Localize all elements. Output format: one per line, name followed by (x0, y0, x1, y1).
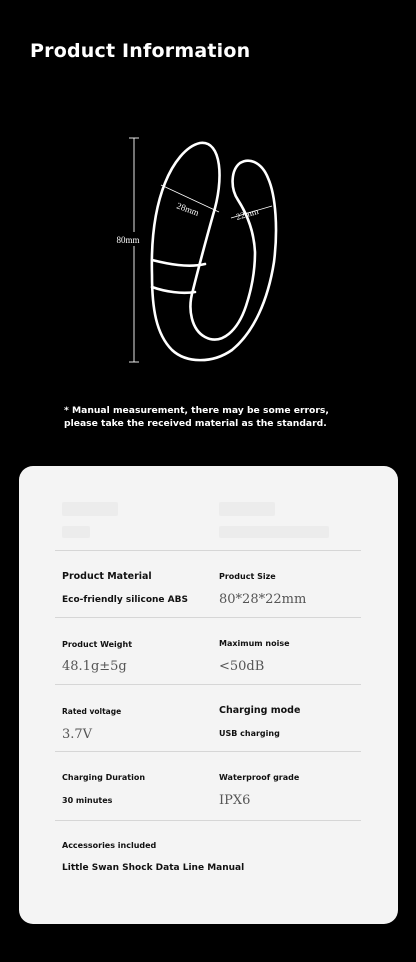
spec-value-material: Eco-friendly silicone ABS (62, 595, 188, 605)
width-label-22: 22mm (234, 205, 260, 222)
spec-value-charging-duration: 30 minutes (62, 796, 113, 805)
page-title: Product Information (30, 40, 251, 62)
spec-value-noise: <50dB (219, 659, 265, 674)
divider (55, 684, 361, 685)
spec-value-size: 80*28*22mm (219, 592, 307, 607)
spec-value-weight: 48.1g±5g (62, 659, 127, 674)
spec-label-voltage: Rated voltage (62, 707, 122, 716)
height-label: 80mm (116, 235, 140, 245)
width-label-28: 28mm (175, 200, 201, 218)
product-dimension-diagram (0, 120, 416, 380)
product-outline (152, 143, 276, 360)
spec-value-accessories: Little Swan Shock Data Line Manual (62, 863, 245, 873)
spec-label-size: Product Size (219, 572, 276, 581)
divider (55, 617, 361, 618)
spec-label-weight: Product Weight (62, 640, 133, 649)
spec-value-waterproof: IPX6 (219, 793, 251, 808)
height-dimension-line (129, 138, 139, 362)
divider (55, 820, 361, 821)
spec-card (19, 466, 398, 924)
measurement-note: * Manual measurement, there may be some errors, please take the received material as the standard. (64, 405, 329, 429)
spec-value-charging-mode: USB charging (219, 729, 280, 738)
spec-label-charging-mode: Charging mode (219, 705, 301, 716)
spec-label-material: Product Material (62, 571, 152, 582)
spec-label-waterproof: Waterproof grade (219, 773, 300, 782)
spec-label-accessories: Accessories included (62, 841, 157, 850)
spec-label-noise: Maximum noise (219, 639, 290, 648)
faded-placeholder-row (62, 502, 362, 552)
spec-label-charging-duration: Charging Duration (62, 773, 146, 782)
spec-value-voltage: 3.7V (62, 727, 93, 742)
divider (55, 550, 361, 551)
divider (55, 751, 361, 752)
